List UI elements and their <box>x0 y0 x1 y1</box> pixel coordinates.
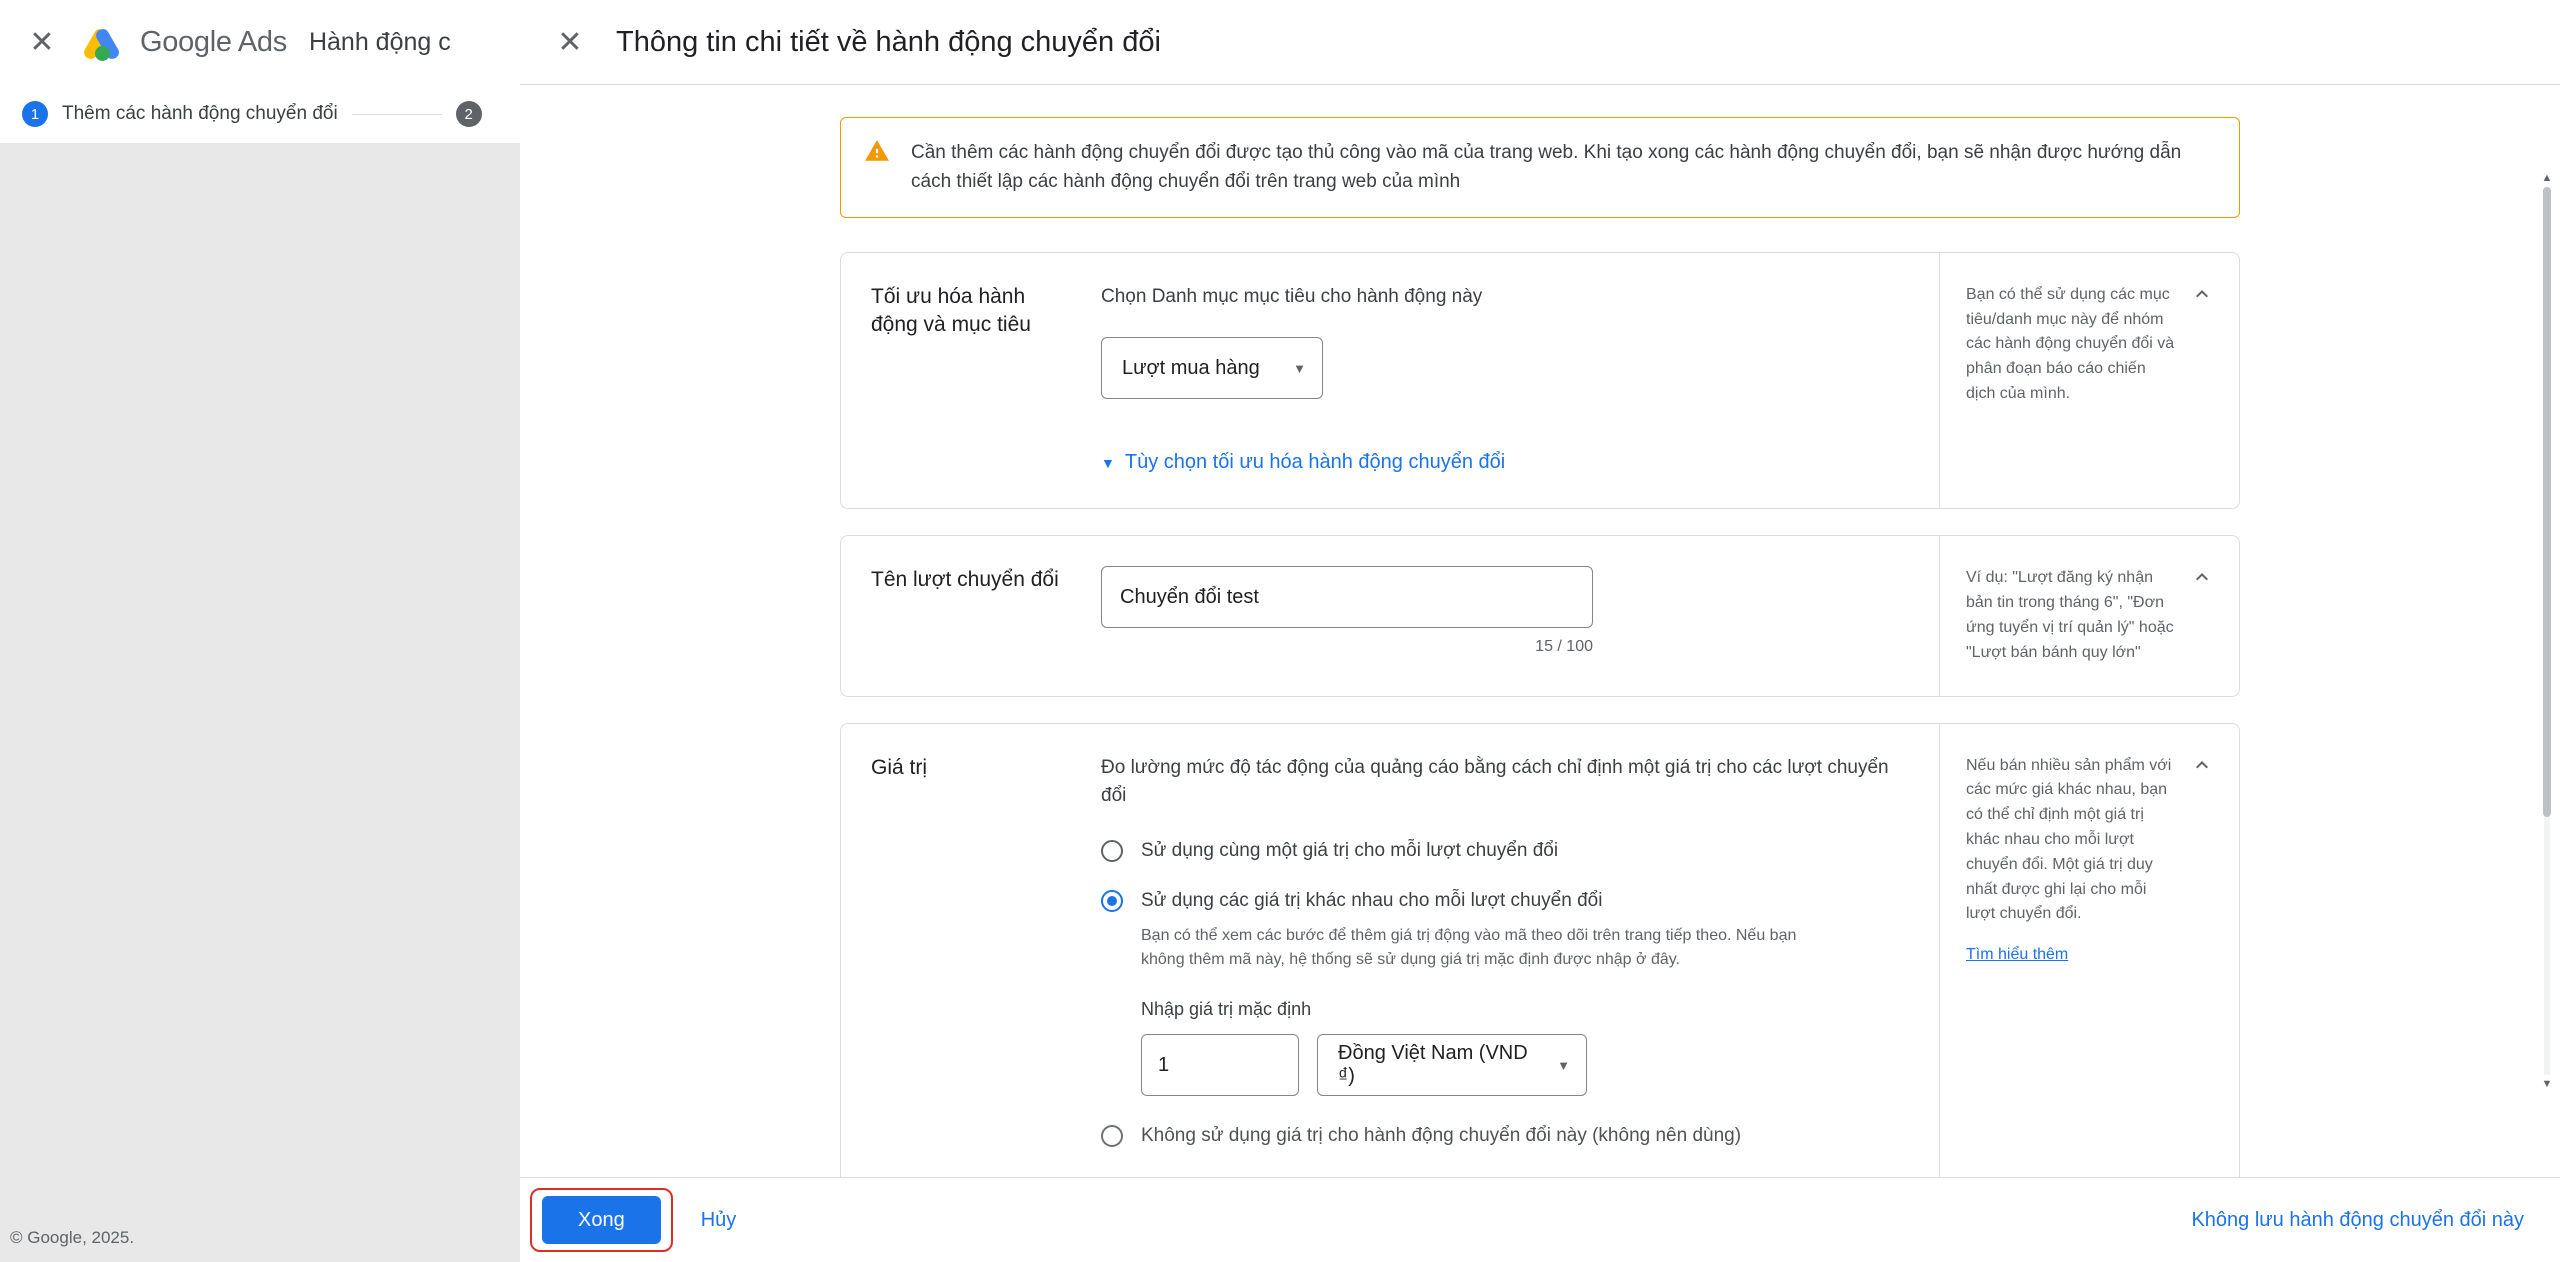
cancel-button[interactable]: Hủy <box>683 1196 755 1244</box>
section-value <box>840 723 2240 1177</box>
default-value-label: Nhập giá trị mặc định <box>1141 999 1312 1020</box>
conversion-name-input[interactable]: Chuyển đổi test <box>1101 566 1593 628</box>
copyright-label: © Google, 2025. <box>10 1228 135 1247</box>
section-conversion-name <box>840 535 2240 696</box>
section-help-text: Nếu bán nhiều sản phẩm với các mức giá khác nhau, bạn có thể chỉ định một giá trị khác nhau cho mỗi lượt chuyển đổi. Một giá trị duy nhất được ghi lại cho mỗi lượt chuyển đổi. <box>1966 756 2172 923</box>
goal-category-select[interactable] <box>1101 337 1323 399</box>
value-option-none-label: Không sử dụng giá trị cho hành động chuyển đổi này (không nên dùng) <box>1141 1125 1742 1147</box>
section-description: Chọn Danh mục mục tiêu cho hành động này <box>1101 285 1483 307</box>
step-1-number: 1 <box>22 101 48 127</box>
step-1-label[interactable]: Thêm các hành động chuyển đổi <box>62 103 338 124</box>
stepper <box>0 85 520 143</box>
dialog-header <box>520 0 2560 85</box>
character-counter: 15 / 100 <box>1535 638 1593 656</box>
chevron-down-icon: ▼ <box>1293 360 1306 376</box>
value-option-same[interactable] <box>1101 837 1911 866</box>
goal-category-value: Lượt mua hàng <box>1122 356 1260 379</box>
google-ads-mark-icon <box>84 26 126 60</box>
default-value-input[interactable]: 1 <box>1141 1034 1299 1096</box>
section-help-text: Bạn có thể sử dụng các mục tiêu/danh mục này để nhóm các hành động chuyển đổi và phân đoạn báo cáo chiến dịch của mình. <box>1939 253 2239 509</box>
close-icon[interactable]: ✕ <box>29 25 55 59</box>
background-dim-overlay <box>0 143 520 1262</box>
value-option-different-description: Bạn có thể xem các bước để thêm giá trị động vào mã theo dõi trên trang tiếp theo. Nếu bạn không thêm mã này, hệ thống sẽ sử dụng giá trị mặc định được nhập ở đây. <box>1141 926 1797 969</box>
background-topbar <box>0 0 520 85</box>
step-divider <box>352 114 442 115</box>
google-ads-logo <box>84 26 287 60</box>
value-option-none[interactable] <box>1101 1122 1911 1151</box>
dialog-footer <box>520 1177 2560 1262</box>
section-help <box>1939 724 2239 1177</box>
radio-button[interactable] <box>1101 1125 1123 1147</box>
section-title: Giá trị <box>871 755 928 779</box>
scroll-thumb[interactable] <box>2543 187 2551 817</box>
section-help-text: Ví dụ: "Lượt đăng ký nhận bản tin trong tháng 6", "Đơn ứng tuyển vị trí quản lý" hoặc "Lượt bán bánh quy lớn" <box>1939 536 2239 695</box>
scroll-down-icon[interactable]: ▼ <box>2541 1078 2553 1090</box>
brand-label: Google Ads <box>140 26 287 58</box>
currency-value: Đồng Việt Nam (VND ₫) <box>1338 1042 1528 1088</box>
chevron-down-icon: ▼ <box>1557 1057 1570 1073</box>
close-icon[interactable]: ✕ <box>557 25 583 59</box>
conversion-action-details-dialog <box>520 0 2560 1262</box>
value-option-different-label: Sử dụng các giá trị khác nhau cho mỗi lượt chuyển đổi <box>1141 890 1603 912</box>
step-2-number: 2 <box>456 101 482 127</box>
collapse-section-icon[interactable] <box>2187 562 2217 592</box>
value-option-different[interactable] <box>1101 887 1911 1096</box>
vertical-scrollbar[interactable] <box>2540 171 2554 1091</box>
warning-banner <box>840 117 2240 218</box>
dialog-body <box>520 85 2560 1177</box>
done-button-highlight <box>530 1188 673 1252</box>
radio-button[interactable] <box>1101 890 1123 912</box>
warning-text: Cần thêm các hành động chuyển đổi được tạo thủ công vào mã của trang web. Khi tạo xong các hành động chuyển đổi, bạn sẽ nhận được hướng dẫn cách thiết lập các hành động chuyển đổi trên trang web của mình <box>911 142 2182 193</box>
optimization-options-toggle[interactable] <box>1101 451 1911 474</box>
value-option-same-label: Sử dụng cùng một giá trị cho mỗi lượt chuyển đổi <box>1141 839 1559 861</box>
collapse-section-icon[interactable] <box>2187 279 2217 309</box>
done-button[interactable]: Xong <box>542 1196 661 1244</box>
scroll-up-icon[interactable]: ▲ <box>2541 172 2553 184</box>
section-optimization <box>840 252 2240 510</box>
dialog-title: Thông tin chi tiết về hành động chuyển đổi <box>616 25 1161 58</box>
learn-more-link[interactable]: Tìm hiểu thêm <box>1966 946 2069 964</box>
collapse-section-icon[interactable] <box>2187 750 2217 780</box>
page-title: Hành động c <box>308 28 451 56</box>
chevron-down-icon: ▼ <box>1101 454 1115 471</box>
warning-triangle-icon <box>863 138 893 164</box>
section-description: Đo lường mức độ tác động của quảng cáo bằng cách chỉ định một giá trị cho các lượt chuyển đổi <box>1101 756 1889 807</box>
section-title: Tối ưu hóa hành động và mục tiêu <box>871 284 1031 337</box>
section-title: Tên lượt chuyển đổi <box>871 568 1059 592</box>
currency-select[interactable] <box>1317 1034 1587 1096</box>
optimization-options-label: Tùy chọn tối ưu hóa hành động chuyển đổi <box>1124 451 1506 474</box>
radio-button[interactable] <box>1101 840 1123 862</box>
discard-conversion-link[interactable]: Không lưu hành động chuyển đổi này <box>2191 1208 2524 1231</box>
